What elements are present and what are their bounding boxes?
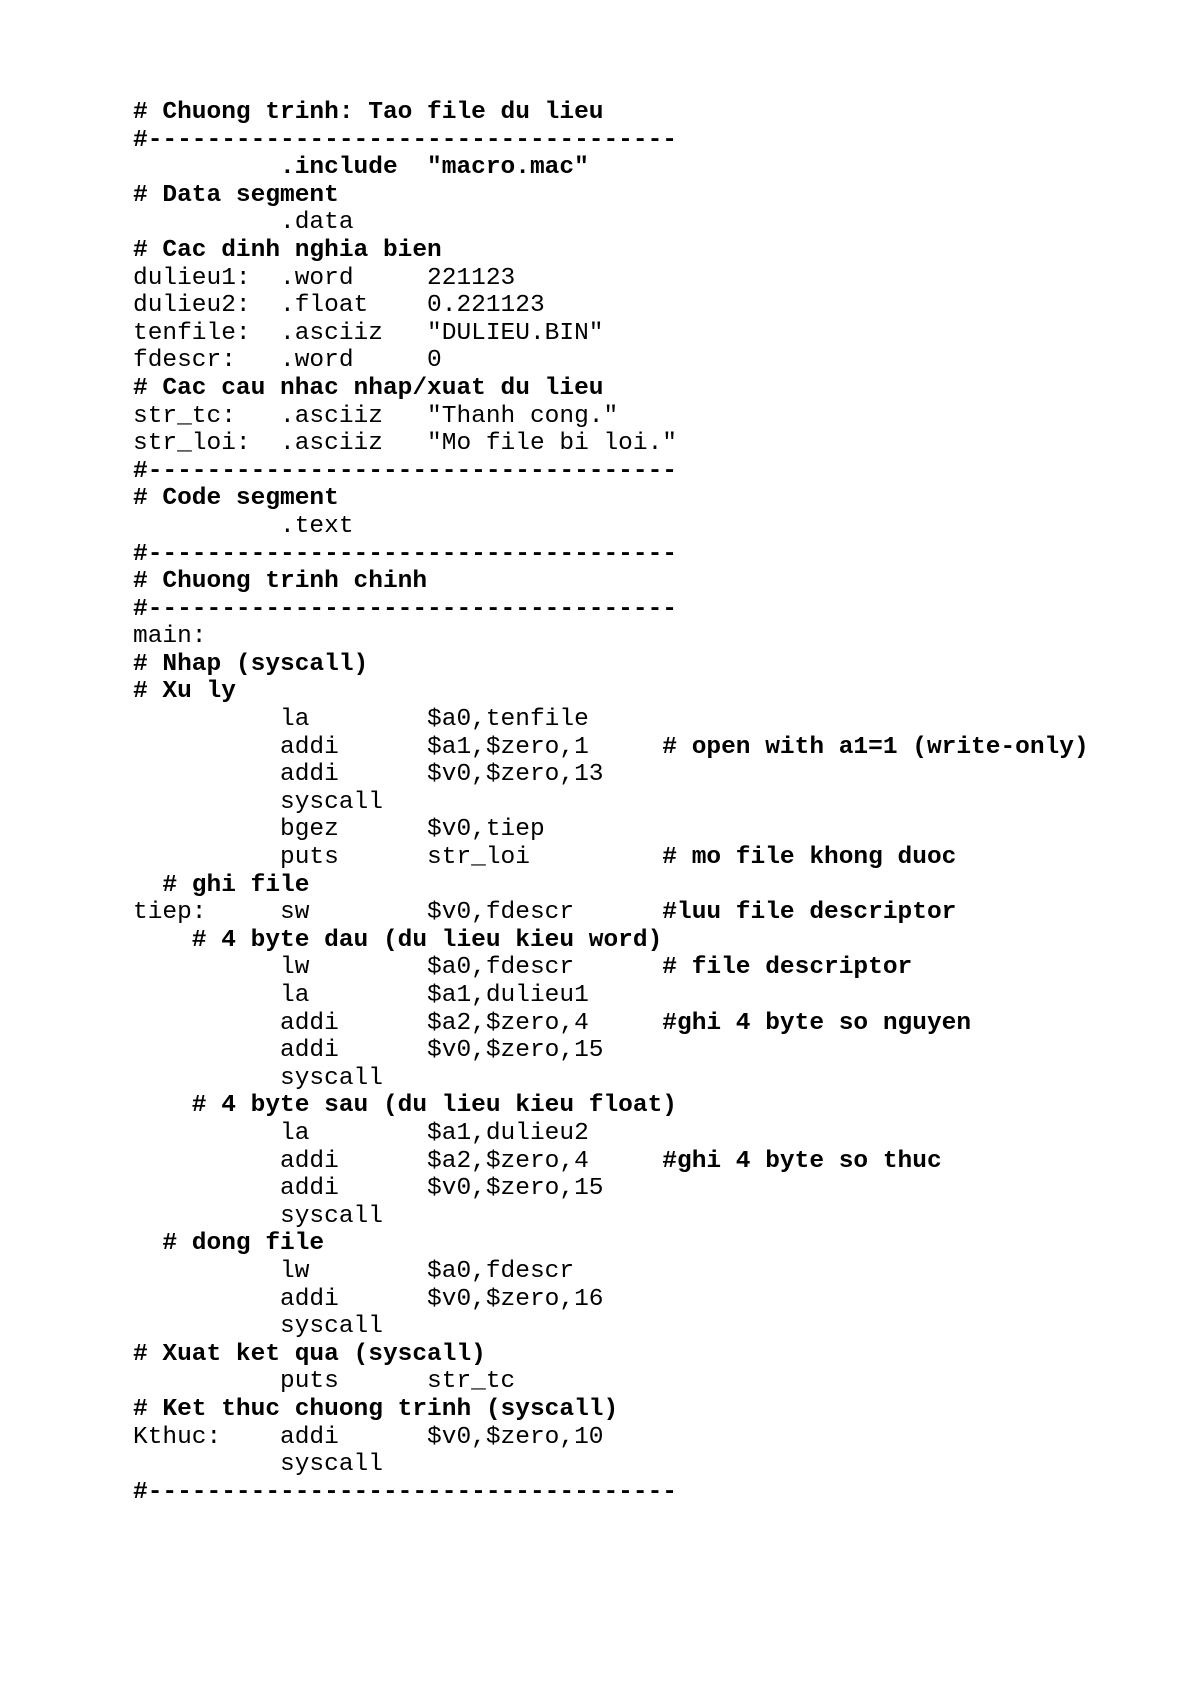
comment-text: # Code segment [133, 485, 339, 513]
code-text: addi $v0,$zero,15 [133, 1037, 604, 1065]
code-text: la $a1,dulieu1 [133, 982, 589, 1009]
code-line [133, 1203, 1089, 1231]
code-text: str_loi: .asciiz "Mo file bi loi." [133, 430, 677, 458]
code-line [133, 209, 1089, 237]
code-line [133, 1313, 1089, 1341]
code-text: .data [133, 209, 354, 237]
code-line [133, 403, 1089, 431]
comment-text: # Xuat ket qua (syscall) [133, 1340, 486, 1368]
comment-text: #------------------------------------ [133, 457, 677, 485]
comment-text: #------------------------------------ [133, 540, 677, 568]
code-line [133, 1396, 1089, 1424]
comment-text: # file descriptor [662, 954, 913, 982]
code-line [133, 347, 1089, 375]
code-listing [133, 99, 1089, 1506]
code-line [133, 1065, 1089, 1093]
comment-text: # Chuong trinh: Tao file du lieu [133, 99, 604, 126]
code-line [133, 292, 1089, 320]
code-line [133, 1479, 1089, 1507]
code-text: bgez $v0,tiep [133, 816, 545, 844]
code-line [133, 99, 1089, 127]
code-text: str_tc: .asciiz "Thanh cong." [133, 402, 619, 430]
code-text: la $a1,dulieu2 [133, 1119, 589, 1147]
code-line [133, 1341, 1089, 1369]
code-line [133, 761, 1089, 789]
comment-text: # Cac cau nhac nhap/xuat du lieu [133, 374, 604, 402]
code-line [133, 651, 1089, 679]
code-text: addi $v0,$zero,16 [133, 1285, 604, 1313]
code-line [133, 1120, 1089, 1148]
comment-text: # Ket thuc chuong trinh (syscall) [133, 1395, 619, 1423]
code-text: addi $v0,$zero,15 [133, 1175, 604, 1203]
code-line [133, 927, 1089, 955]
code-line [133, 485, 1089, 513]
comment-text: # Cac dinh nghia bien [133, 236, 442, 264]
code-line [133, 1424, 1089, 1452]
code-line [133, 872, 1089, 900]
code-line [133, 816, 1089, 844]
comment-text: # mo file khong duoc [662, 844, 957, 872]
code-line [133, 1451, 1089, 1479]
comment-text: #------------------------------------ [133, 595, 677, 623]
code-line [133, 1286, 1089, 1314]
code-line [133, 1148, 1089, 1176]
code-line [133, 237, 1089, 265]
code-line [133, 458, 1089, 486]
code-text: main: [133, 623, 207, 651]
code-text: syscall [133, 1313, 383, 1341]
code-line [133, 1175, 1089, 1203]
code-text: syscall [133, 1202, 383, 1230]
comment-text: # ghi file [133, 871, 310, 899]
code-line [133, 182, 1089, 210]
code-text: syscall [133, 788, 383, 816]
comment-text: #ghi 4 byte so thuc [662, 1147, 942, 1175]
code-text: la $a0,tenfile [133, 706, 589, 734]
code-text: Kthuc: addi $v0,$zero,10 [133, 1423, 604, 1451]
code-line [133, 513, 1089, 541]
comment-text: #------------------------------------ [133, 1478, 677, 1506]
code-text: .text [133, 512, 354, 540]
code-line [133, 1037, 1089, 1065]
code-line [133, 1230, 1089, 1258]
code-line [133, 430, 1089, 458]
code-line [133, 1092, 1089, 1120]
comment-text: #luu file descriptor [662, 899, 957, 927]
comment-text: # dong file [133, 1230, 325, 1258]
code-text: addi $a1,$zero,1 [133, 733, 663, 761]
code-line [133, 954, 1089, 982]
code-text: tenfile: .asciiz "DULIEU.BIN" [133, 319, 604, 347]
code-line [133, 844, 1089, 872]
code-text: addi $v0,$zero,13 [133, 761, 604, 789]
comment-text: # 4 byte dau (du lieu kieu word) [133, 926, 663, 954]
code-line [133, 678, 1089, 706]
comment-text: # Nhap (syscall) [133, 650, 369, 678]
code-line [133, 265, 1089, 293]
code-text: addi $a2,$zero,4 [133, 1147, 663, 1175]
code-line [133, 1258, 1089, 1286]
comment-text: #ghi 4 byte so nguyen [662, 1009, 972, 1037]
comment-text: .include "macro.mac" [133, 154, 589, 182]
code-text: fdescr: .word 0 [133, 347, 442, 375]
comment-text: #------------------------------------ [133, 126, 677, 154]
code-line [133, 899, 1089, 927]
code-text: syscall [133, 1064, 383, 1092]
code-text: puts str_tc [133, 1368, 516, 1396]
code-line [133, 568, 1089, 596]
comment-text: # open with a1=1 (write-only) [662, 733, 1089, 761]
code-line [133, 596, 1089, 624]
comment-text: # Xu ly [133, 678, 236, 706]
code-text: dulieu2: .float 0.221123 [133, 292, 545, 320]
code-line [133, 154, 1089, 182]
code-line [133, 127, 1089, 155]
code-line [133, 375, 1089, 403]
code-text: addi $a2,$zero,4 [133, 1009, 663, 1037]
comment-text: # Chuong trinh chinh [133, 568, 428, 596]
code-text: lw $a0,fdescr [133, 954, 663, 982]
code-line [133, 982, 1089, 1010]
code-line [133, 541, 1089, 569]
code-text: lw $a0,fdescr [133, 1257, 575, 1285]
code-text: dulieu1: .word 221123 [133, 264, 516, 292]
code-text: tiep: sw $v0,fdescr [133, 899, 663, 927]
code-line [133, 623, 1089, 651]
code-line [133, 320, 1089, 348]
code-line [133, 1368, 1089, 1396]
comment-text: # 4 byte sau (du lieu kieu float) [133, 1092, 677, 1120]
code-line [133, 1010, 1089, 1038]
code-line [133, 734, 1089, 762]
comment-text: # Data segment [133, 181, 339, 209]
code-text: syscall [133, 1451, 383, 1479]
code-line [133, 789, 1089, 817]
code-line [133, 706, 1089, 734]
code-text: puts str_loi [133, 844, 663, 872]
